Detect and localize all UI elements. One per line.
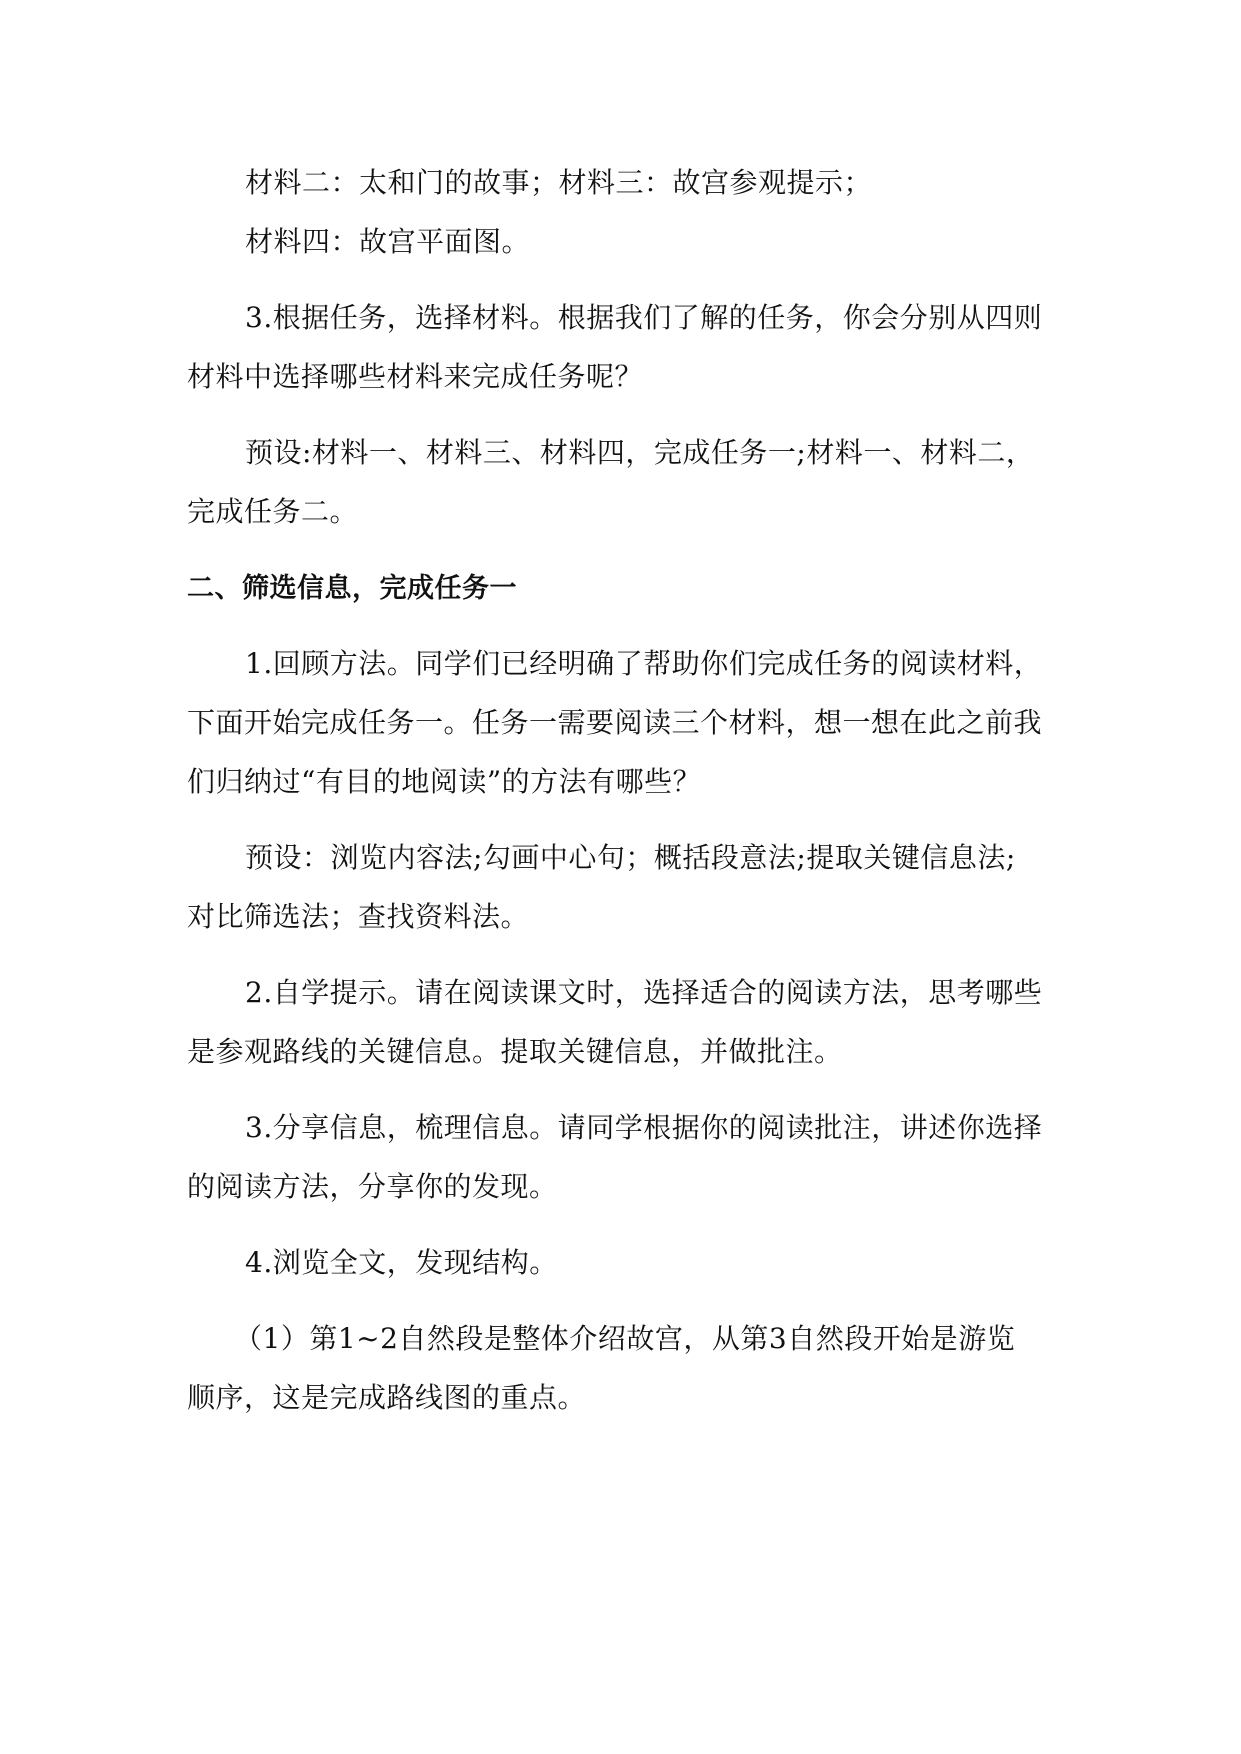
text-line-step-3-select: 3.根据任务，选择材料。根据我们了解的任务，你会分别从四则 (245, 301, 1043, 334)
text-line-substep-1: （1）第1~2自然段是整体介绍故宫，从第3自然段开始是游览 (234, 1322, 1016, 1355)
text-line-step-3-share-continued: 的阅读方法，分享你的发现。 (187, 1170, 558, 1203)
text-line-preset-2-continued: 对比筛选法；查找资料法。 (187, 900, 530, 933)
text-line-materials-2-3: 材料二：太和门的故事；材料三：故宫参观提示； (245, 166, 873, 199)
text-line-step-2-continued: 是参观路线的关键信息。提取关键信息，并做批注。 (187, 1035, 843, 1068)
text-line-step-1-review: 1.回顾方法。同学们已经明确了帮助你们完成任务的阅读材料， (245, 647, 1043, 680)
text-line-step-1-continued-b: 们归纳过“有目的地阅读”的方法有哪些？ (187, 765, 702, 798)
text-line-preset-1-continued: 完成任务二。 (187, 495, 359, 528)
text-line-preset-1: 预设:材料一、材料三、材料四，完成任务一;材料一、材料二， (245, 436, 1035, 469)
text-line-substep-1-continued: 顺序，这是完成路线图的重点。 (187, 1381, 587, 1414)
section-heading-2: 二、筛选信息，完成任务一 (187, 573, 517, 604)
text-line-step-1-continued-a: 下面开始完成任务一。任务一需要阅读三个材料，想一想在此之前我 (187, 706, 1043, 739)
text-line-material-4: 材料四：故宫平面图。 (245, 225, 531, 258)
text-line-preset-2: 预设：浏览内容法;勾画中心句；概括段意法;提取关键信息法; (245, 841, 1016, 874)
text-line-step-3-continued: 材料中选择哪些材料来完成任务呢？ (187, 360, 644, 393)
text-line-step-4-browse: 4.浏览全文，发现结构。 (245, 1246, 558, 1279)
text-line-step-2-self-study: 2.自学提示。请在阅读课文时，选择适合的阅读方法，思考哪些 (245, 976, 1043, 1009)
text-line-step-3-share: 3.分享信息，梳理信息。请同学根据你的阅读批注，讲述你选择 (245, 1111, 1043, 1144)
